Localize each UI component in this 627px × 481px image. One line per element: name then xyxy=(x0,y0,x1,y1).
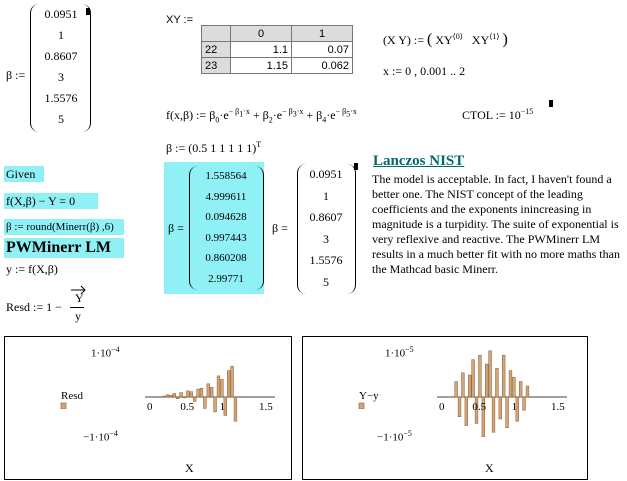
right-paren xyxy=(255,166,264,290)
vector-element: 0.997443 xyxy=(205,231,247,244)
legend-bar-icon xyxy=(60,401,68,409)
fraction-bar xyxy=(70,307,84,308)
bar xyxy=(173,393,176,397)
bar xyxy=(176,397,179,399)
vector-element: 5 xyxy=(58,112,64,126)
bar xyxy=(163,396,166,397)
bar xyxy=(519,382,522,397)
bar xyxy=(183,397,186,398)
lanczos-title[interactable]: Lanczos NIST xyxy=(373,153,465,169)
bar xyxy=(472,360,475,397)
resd-numerator: Y xyxy=(75,291,84,305)
bar xyxy=(217,376,220,397)
ctol-definition[interactable]: CTOL := $10^{-15}$ xyxy=(462,107,534,122)
row-index: 22 xyxy=(202,42,231,58)
vector-element: 0.860208 xyxy=(205,252,247,264)
tick-label: 0.5 xyxy=(180,401,195,413)
bar xyxy=(526,386,529,397)
vector-element: 1.558564 xyxy=(205,170,247,182)
vector-element: 4.999611 xyxy=(205,190,247,203)
bar xyxy=(231,366,234,397)
tick-label: 1.5 xyxy=(259,401,273,413)
bar xyxy=(489,351,492,397)
y-axis-bottom-label: $-1\cdot 10^{-4}$ xyxy=(83,429,118,444)
table-corner xyxy=(202,26,231,42)
vector-element: 0.0951 xyxy=(309,167,343,181)
y-axis-bottom-label: $-1\cdot 10^{-5}$ xyxy=(377,429,412,444)
table-cell[interactable]: 0.062 xyxy=(292,58,353,74)
vector-element: 1.5576 xyxy=(44,91,78,105)
plot-y-minus-y-canvas xyxy=(437,345,567,455)
table-cell[interactable]: 0.07 xyxy=(292,42,353,58)
tick-label: 1 xyxy=(511,401,518,413)
tick-label: 1.5 xyxy=(551,401,565,413)
bar xyxy=(227,371,230,397)
bar xyxy=(190,392,193,397)
bar xyxy=(220,379,223,397)
bar xyxy=(455,382,458,397)
legend-label: Resd xyxy=(61,390,83,402)
bar xyxy=(180,393,183,397)
bar xyxy=(187,391,190,397)
xy-assign-lhs: (X Y) := xyxy=(383,33,424,47)
bar xyxy=(468,375,471,397)
beta-init[interactable]: β := (0.5 1 1 1 1 1)$^T$ xyxy=(166,140,262,155)
bar xyxy=(495,368,498,397)
bar xyxy=(458,397,461,417)
legend-label: Y−y xyxy=(359,390,379,402)
bar xyxy=(502,355,505,397)
bar xyxy=(492,397,495,432)
vector-element: 0.0951 xyxy=(44,7,78,21)
given-keyword[interactable]: Given xyxy=(4,166,44,182)
table-row[interactable] xyxy=(202,58,353,74)
tick-label: 1 xyxy=(219,401,226,413)
col-header-1[interactable]: 1 xyxy=(292,26,353,42)
row-index: 23 xyxy=(202,58,231,74)
legend-bar-icon xyxy=(358,401,366,409)
y-definition[interactable]: y := f(X,β) xyxy=(6,262,58,276)
beta-vector-label: β := xyxy=(6,68,26,82)
vector-element: 1.5576 xyxy=(309,253,343,267)
plot-y-minus-y[interactable] xyxy=(302,336,588,480)
model-definition[interactable]: f(x,β) := $\beta_0\cdot e^{- \beta_1\cdot x} + \beta_2\cdot e^{- \beta_3\cdot x} + \beta_4\cdot e^{- \beta_5\cdot x}$ xyxy=(166,107,357,125)
vector-element: 3 xyxy=(323,231,329,246)
y-axis-top-label: $1\cdot 10^{-4}$ xyxy=(91,345,120,360)
x-axis-label: X xyxy=(185,461,194,475)
bar xyxy=(506,397,509,428)
vector-element: 1 xyxy=(323,188,329,203)
vector-element: 0.094628 xyxy=(205,211,247,223)
table-row[interactable] xyxy=(202,42,353,58)
tick-label: 0 xyxy=(147,401,153,413)
beta-result2-label: β = xyxy=(272,221,288,235)
right-paren xyxy=(347,164,356,294)
tick-label: 0 xyxy=(439,401,445,413)
table-cell[interactable]: 1.15 xyxy=(231,58,292,74)
xy-assign[interactable]: (X Y) := ( $XY^{⟨0⟩}$ $XY^{⟨1⟩}$ ) xyxy=(383,31,508,48)
bar xyxy=(214,397,217,412)
x-axis-label: X xyxy=(485,461,494,475)
xy-label: XY := xyxy=(166,14,194,26)
vector-element: 1 xyxy=(58,28,64,42)
x-range[interactable]: x := 0 , 0.001 .. 2 xyxy=(383,64,466,78)
resd-definition-lhs[interactable]: Resd := 1 − xyxy=(6,300,62,314)
edit-cursor xyxy=(354,163,358,170)
bar xyxy=(499,397,502,419)
bar xyxy=(462,373,465,397)
bar xyxy=(485,364,488,397)
bar xyxy=(207,384,210,397)
beta-vector[interactable] xyxy=(36,4,86,130)
plot-resd[interactable] xyxy=(4,336,292,480)
bar xyxy=(170,395,173,397)
edit-cursor xyxy=(549,100,553,107)
vector-element: 3 xyxy=(58,70,64,84)
resd-denominator: y xyxy=(75,309,81,323)
bar xyxy=(200,388,203,397)
table-cell[interactable]: 1.1 xyxy=(231,42,292,58)
bar xyxy=(203,397,206,408)
lanczos-paragraph: The model is acceptable. In fact, I haven't found a better one. The NIST concept of the leading coefficients and the exponents inincreasing in magnitude is a turpidity. The suite of exponential is very reflexive and reactive. The PWMinerr LM results in a much better fit with no more maths than the Mathcad basic Minerr. xyxy=(372,172,620,276)
beta-result-label: β = xyxy=(168,221,184,235)
bar xyxy=(523,397,526,410)
xy-table[interactable] xyxy=(201,25,353,74)
bar xyxy=(465,397,468,426)
edit-cursor xyxy=(86,8,90,15)
tick-label: 0.5 xyxy=(472,401,487,413)
round-minerr-expr[interactable]: β := round(Minerr(β) ,6) xyxy=(4,219,124,235)
bar xyxy=(210,387,213,397)
constraint-equation[interactable]: f(X,β) − Y = 0 xyxy=(4,193,98,209)
bar xyxy=(234,397,237,421)
bar xyxy=(512,377,515,397)
bar xyxy=(479,355,482,397)
bar xyxy=(509,371,512,397)
col-header-0[interactable]: 0 xyxy=(231,26,292,42)
vector-element: 5 xyxy=(323,274,329,289)
beta-result-vector xyxy=(194,166,258,289)
vector-element: 2.99771 xyxy=(208,272,244,285)
vector-element: 0.8607 xyxy=(309,210,343,224)
bar xyxy=(166,395,169,397)
beta-result2-vector xyxy=(302,164,350,293)
right-paren xyxy=(82,4,91,132)
pwminerr-label[interactable]: PWMinerr LM xyxy=(4,238,124,258)
vector-element: 0.8607 xyxy=(44,49,78,63)
bar xyxy=(197,389,200,397)
plot-resd-canvas xyxy=(145,345,275,455)
y-axis-top-label: $1\cdot 10^{-5}$ xyxy=(385,345,414,360)
